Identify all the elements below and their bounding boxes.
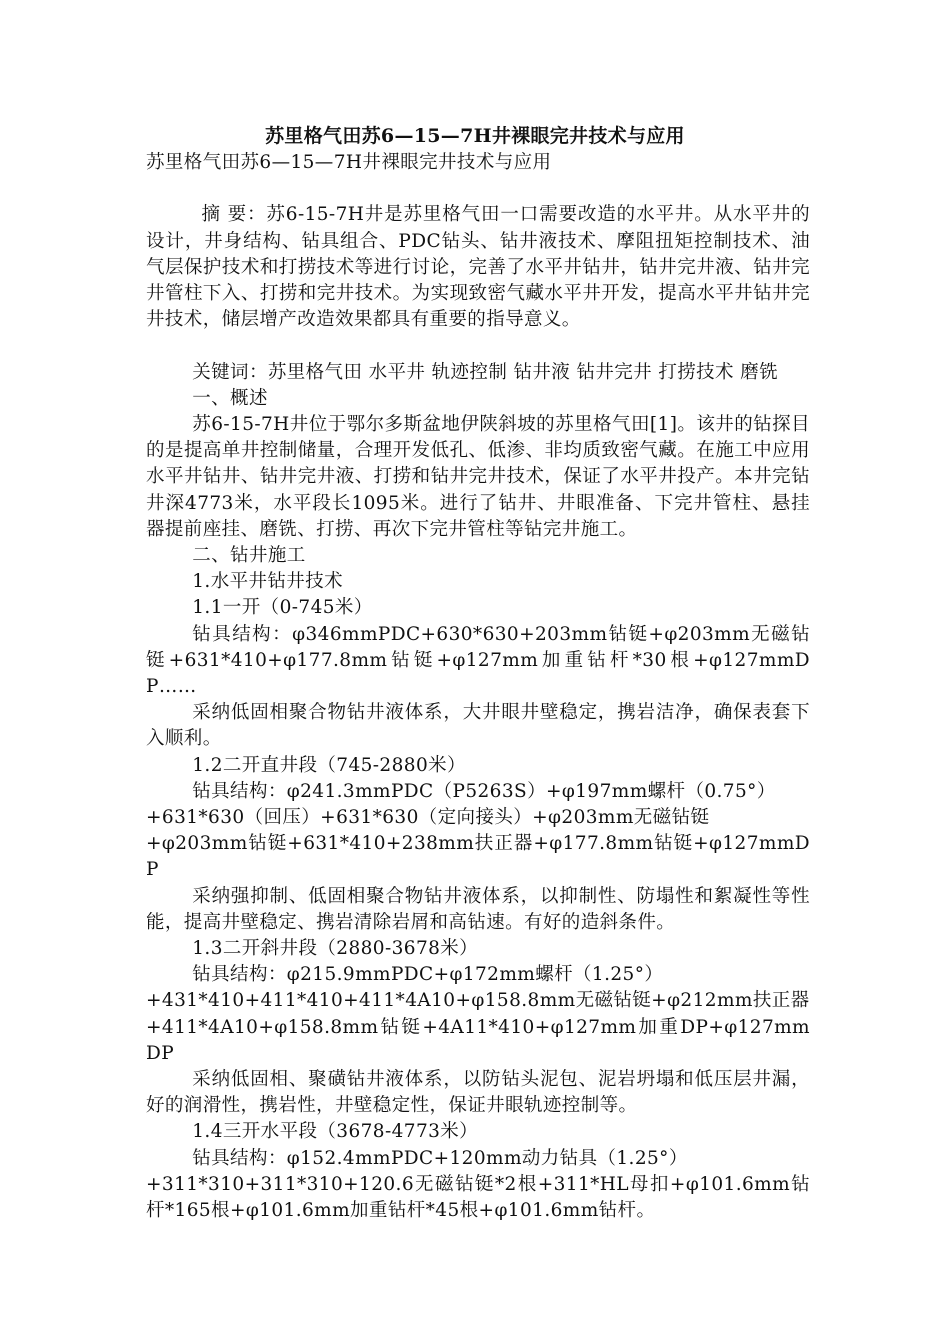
section-heading-overview: 一、概述	[192, 387, 268, 409]
bha-line-1-3-b: +431*410+411*410+411*4A10+φ158.8mm无磁钻铤+φ212mm扶正器	[146, 990, 810, 1012]
spacer	[146, 176, 810, 202]
bha-line-1-4-b: +311*310+311*310+120.6无磁钻铤*2根+311*HL母扣+φ101.6mm钻杆*165根+φ101.6mm加重钻杆*45根+φ101.6mm钻杆。	[146, 1173, 810, 1222]
bha-line-1-4-a: 钻具结构：φ152.4mmPDC+120mm动力钻具（1.25°）	[192, 1147, 688, 1169]
document-subtitle: 苏里格气田苏6—15—7H井裸眼完井技术与应用	[146, 152, 552, 173]
document-body	[146, 150, 810, 1224]
bha-paragraph-1-1: 钻具结构：φ346mmPDC+630*630+203mm钻铤+φ203mm无磁钻铤+631*410+φ177.8mm钻铤+φ127mm加重钻杆*30根+φ127mmDP……	[146, 623, 810, 698]
overview-paragraph: 苏6-15-7H井位于鄂尔多斯盆地伊陕斜坡的苏里格气田[1]。该井的钻探目的是提高单井控制储量，合理开发低孔、低渗、非均质致密气藏。在施工中应用水平井钻井、钻井完井液、打捞和钻井完井技术，保证了水平井投产。本井完钻井深4773米，水平段长1095米。进行了钻井、井眼准备、下完井管柱、悬挂器提前座挂、磨铣、打捞、再次下完井管柱等钻完井施工。	[146, 414, 810, 540]
document-title: 苏里格气田苏6—15—7H井裸眼完井技术与应用	[265, 125, 685, 147]
subsection-heading-1-2: 1.2二开直井段（745-2880米）	[192, 754, 466, 776]
subsection-heading-1-4: 1.4三开水平段（3678-4773米）	[192, 1121, 479, 1143]
bha-line-1-3-c: +411*4A10+φ158.8mm钻铤+4A11*410+φ127mm加重DP+φ127mmDP	[146, 1016, 810, 1064]
description-paragraph-1-1: 采纳低固相聚合物钻井液体系，大井眼井壁稳定，携岩洁净，确保表套下入顺利。	[146, 702, 810, 750]
section-heading-drilling: 二、钻井施工	[192, 545, 306, 567]
keywords-paragraph: 关键词：苏里格气田 水平井 轨迹控制 钻井液 钻井完井 打捞技术 磨铣	[192, 361, 779, 383]
subsection-heading-horizontal: 1.水平井钻井技术	[192, 571, 344, 593]
abstract-paragraph: 摘 要：苏6-15-7H井是苏里格气田一口需要改造的水平井。从水平井的设计，井身结构、钻具组合、PDC钻头、钻井液技术、摩阻扭矩控制技术、油气层保护技术和打捞技术等进行讨论，完善了水平井钻井，钻井完井液、钻井完井管柱下入、打捞和完井技术。为实现致密气藏水平井开发，提高水平井钻井完井技术，储层增产改造效果都具有重要的指导意义。	[146, 204, 810, 331]
bha-line-1-2-b: +631*630（回压）+631*630（定向接头）+φ203mm无磁钻铤	[146, 807, 710, 829]
bha-line-1-2-c: +φ203mm钻铤+631*410+238mm扶正器+φ177.8mm钻铤+φ127mmDP	[146, 833, 810, 881]
description-paragraph-1-3: 采纳低固相、聚磺钻井液体系，以防钻头泥包、泥岩坍塌和低压层井漏，好的润滑性，携岩性，井壁稳定性，保证井眼轨迹控制等。	[146, 1069, 810, 1117]
description-paragraph-1-2: 采纳强抑制、低固相聚合物钻井液体系，以抑制性、防塌性和絮凝性等性能，提高井壁稳定、携岩清除岩屑和高钻速。有好的造斜条件。	[146, 885, 810, 933]
subsection-heading-1-3: 1.3二开斜井段（2880-3678米）	[192, 938, 479, 960]
bha-line-1-2-a: 钻具结构：φ241.3mmPDC（P5263S）+φ197mm螺杆（0.75°）	[192, 780, 776, 802]
spacer	[146, 333, 810, 359]
subsection-heading-1-1: 1.1一开（0-745米）	[192, 597, 373, 619]
bha-line-1-3-a: 钻具结构：φ215.9mmPDC+φ172mm螺杆（1.25°）	[192, 964, 664, 986]
